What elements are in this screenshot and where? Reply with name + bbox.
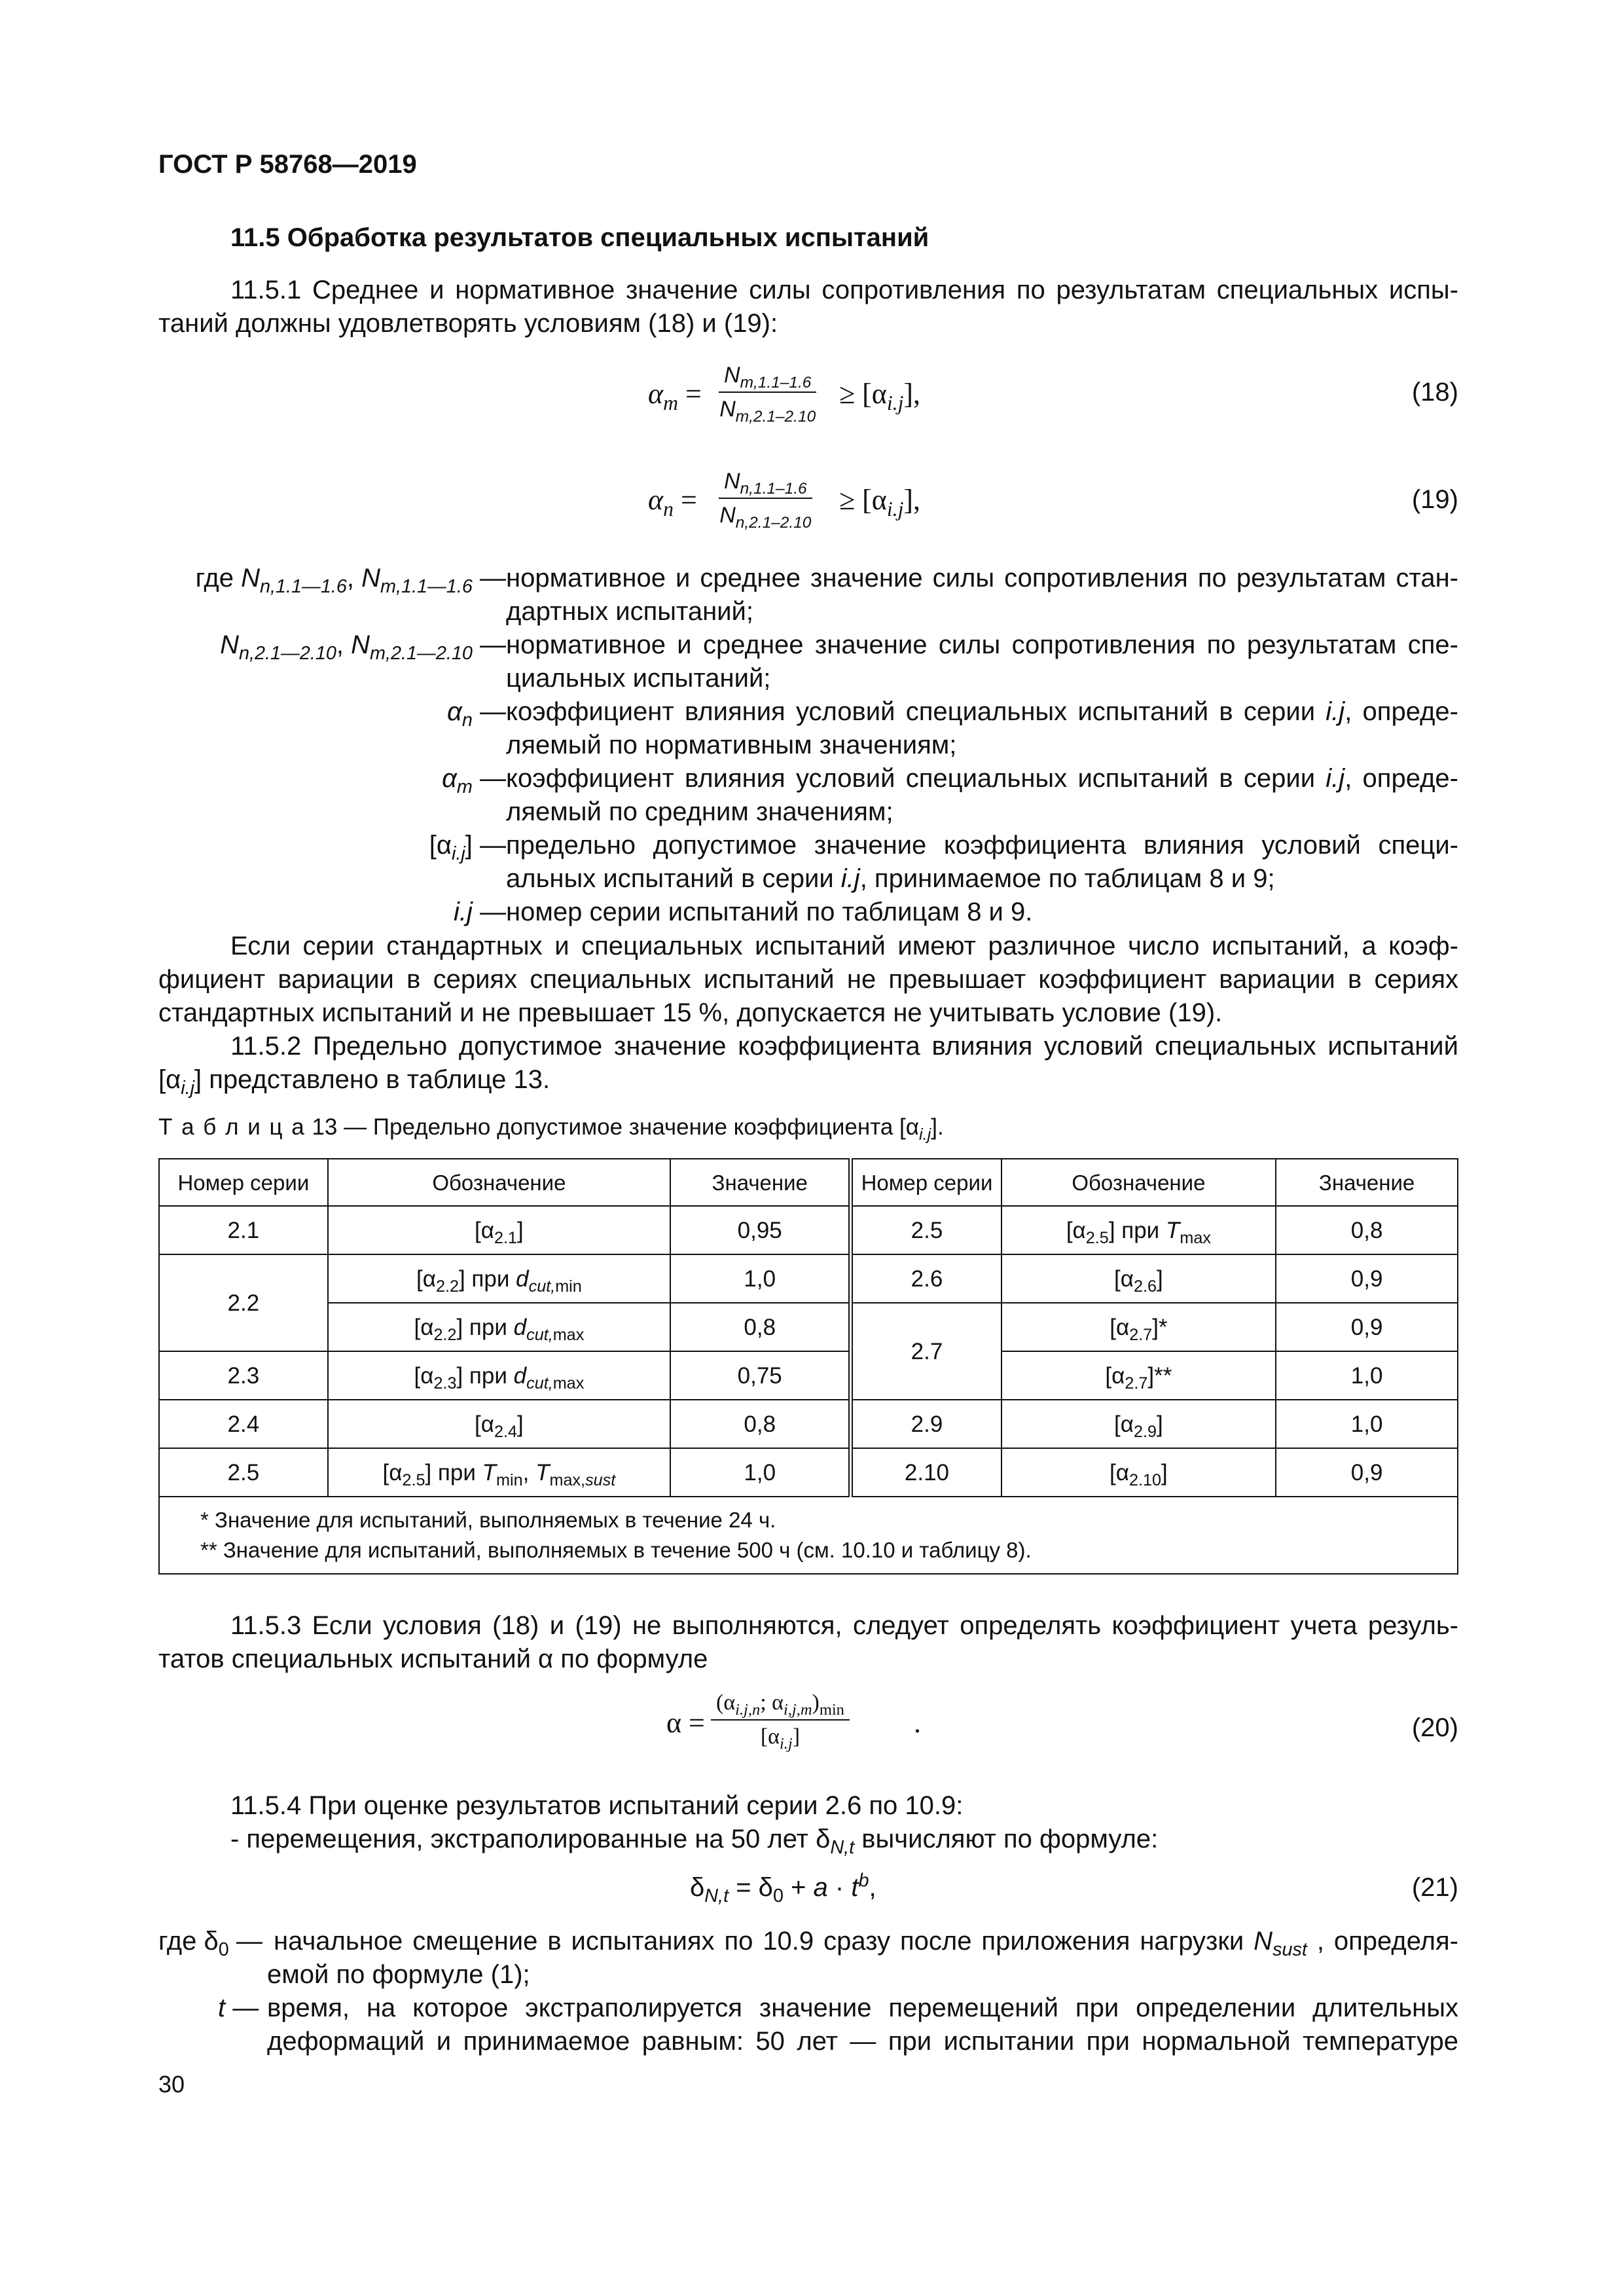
formula-20-tail: . [914, 1707, 921, 1739]
value-cell: 0,9 [1276, 1254, 1458, 1303]
value-cell: 1,0 [670, 1254, 851, 1303]
def2-body-1: начальное смещение в испытаниях по 10.9 сразу после приложения нагрузки $N_{sust}$ , определя- [274, 1927, 1458, 1961]
series-cell: 2.5 [159, 1448, 328, 1497]
table-row [159, 1351, 1458, 1400]
value-cell: 0,8 [1276, 1206, 1458, 1254]
def-term-2: $N_{n,2.1—2.10}$, $N_{m,2.1—2.10}$ — [220, 630, 506, 665]
table-header-cell: Обозначение [1001, 1159, 1276, 1206]
designation-cell: $[\alpha_{2.2}]$ при $d_{cut,max}$ [328, 1303, 670, 1351]
table-row [159, 1254, 1458, 1303]
paragraph-11-5-2-line1: 11.5.2 Предельно допустимое значение коэффициента влияния условий специальных испытаний [230, 1032, 1458, 1061]
designation-cell: $[\alpha_{2.3}]$ при $d_{cut,max}$ [328, 1351, 670, 1400]
formula-20-numerator: ($\alpha_{i.j,n}$; $\alpha_{i,j,m})_{min}$ [711, 1686, 850, 1721]
designation-cell: $[\alpha_{2.7}]*$ [1001, 1303, 1276, 1351]
table-row [159, 1448, 1458, 1497]
formula-18 [648, 359, 1015, 431]
paragraph-11-5-1-line1: 11.5.1 Среднее и нормативное значение силы сопротивления по результатам специальных испы- [230, 276, 1458, 304]
paragraph-11-5-4-line1: 11.5.4 При оценке результатов испытаний серии 2.6 по 10.9: [230, 1791, 964, 1820]
def2-term-2: t — [218, 1994, 259, 2022]
def-body-4: коэффициент влияния условий специальных испытаний в серии i.j, опреде- ляемый по средним значениям; [506, 764, 1458, 826]
designation-cell: $[\alpha_{2.5}]$ при $T_{max}$ [1001, 1206, 1276, 1254]
section-title: 11.5 Обработка результатов специальных испытаний [230, 223, 929, 252]
def2-term-1: где $\delta_0$ — [158, 1927, 262, 1961]
designation-cell: $[\alpha_{2.9}]$ [1001, 1400, 1276, 1448]
formula-18-number: (18) [1411, 378, 1458, 407]
table-header-row [159, 1159, 1458, 1206]
series-cell: 2.7 [851, 1303, 1001, 1400]
def-body-1: нормативное и среднее значение силы сопротивления по результатам стан- дартных испытаний; [506, 564, 1458, 626]
designation-cell: $[\alpha_{2.7}]**$ [1001, 1351, 1276, 1400]
value-cell: 1,0 [670, 1448, 851, 1497]
formula-18-fraction [719, 359, 816, 426]
def-body-2: нормативное и среднее значение силы сопротивления по результатам спе- циальных испытаний; [506, 630, 1458, 693]
table-row [159, 1400, 1458, 1448]
table-header-cell: Значение [670, 1159, 851, 1206]
formula-21: $\delta_{N,t} = \delta_0 + a \cdot t^b$, [690, 1870, 876, 1907]
def-term-4: $\alpha_m$ — [442, 764, 506, 798]
paragraph-11-5-3-line2: татов специальных испытаний α по формуле [158, 1645, 708, 1673]
page-number: 30 [158, 2071, 185, 2098]
formula-18-rhs: ≥ $[\alpha_{i.j}]$, [839, 378, 921, 415]
value-cell: 1,0 [1276, 1400, 1458, 1448]
designation-cell: $[\alpha_{2.1}]$ [328, 1206, 670, 1254]
value-cell: 0,95 [670, 1206, 851, 1254]
designation-cell: $[\alpha_{2.10}]$ [1001, 1448, 1276, 1497]
paragraph-if-line1: Если серии стандартных и специальных испытаний имеют различное число испытаний, а коэф- [230, 932, 1458, 960]
formula-19 [648, 465, 1015, 537]
def-body-3: коэффициент влияния условий специальных испытаний в серии i.j, опреде- ляемый по нормативным значениям; [506, 697, 1458, 759]
formula-20-fraction [711, 1686, 850, 1753]
formula-19-numerator: $N_{n,1.1-1.6}$ [719, 465, 812, 499]
formula-21-number: (21) [1411, 1873, 1458, 1902]
table-header-cell: Значение [1276, 1159, 1458, 1206]
formula-19-rhs: ≥ $[\alpha_{i.j}]$, [839, 484, 921, 521]
def-body-6: номер серии испытаний по таблицам 8 и 9. [506, 898, 1033, 926]
series-cell: 2.3 [159, 1351, 328, 1400]
designation-cell: $[\alpha_{2.6}]$ [1001, 1254, 1276, 1303]
def-term-3: $\alpha_n$ — [447, 697, 506, 731]
def2-body-1-line2: емой по формуле (1); [267, 1960, 530, 1989]
table-note-1: * Значение для испытаний, выполняемых в течение 24 ч. [200, 1508, 776, 1532]
formula-18-denominator: $N_{m,2.1-2.10}$ [719, 397, 816, 426]
designation-cell: $[\alpha_{2.4}]$ [328, 1400, 670, 1448]
series-cell: 2.10 [851, 1448, 1001, 1497]
def2-body-2-line2: деформаций и принимаемое равным: 50 лет — при испытании при нормальной температуре [267, 2027, 1458, 2056]
formula-19-lhs: $\alpha_n$ = [648, 484, 697, 521]
table-header-cell: Номер серии [851, 1159, 1001, 1206]
paragraph-if-line3: стандартных испытаний и не превышает 15 %, допускается не учитывать условие (19). [158, 998, 1223, 1027]
def-body-5: предельно допустимое значение коэффициента влияния условий специ- альных испытаний в серии i.j, принимаемое по таблицам 8 и 9; [506, 831, 1458, 893]
table-header-cell: Обозначение [328, 1159, 670, 1206]
value-cell: 1,0 [1276, 1351, 1458, 1400]
designation-cell: $[\alpha_{2.2}]$ при $d_{cut,min}$ [328, 1254, 670, 1303]
designation-cell: $[\alpha_{2.5}]$ при $T_{min}$, $T_{max,sust}$ [328, 1448, 670, 1497]
formula-20-number: (20) [1411, 1713, 1458, 1742]
value-cell: 0,9 [1276, 1448, 1458, 1497]
paragraph-11-5-1-line2: таний должны удовлетворять условиям (18) и (19): [158, 309, 778, 338]
formula-19-fraction [719, 465, 812, 532]
series-cell: 2.4 [159, 1400, 328, 1448]
paragraph-11-5-2-line2: $[\alpha_{i.j}]$ представлено в таблице 13. [158, 1065, 550, 1099]
formula-19-denominator: $N_{n,2.1-2.10}$ [719, 503, 812, 532]
def-term-5: $[\alpha_{i.j}]$ — [429, 831, 506, 865]
value-cell: 0,75 [670, 1351, 851, 1400]
def2-body-2: время, на которое экстраполируется значение перемещений при определении длительных [267, 1994, 1458, 2022]
table-row [159, 1303, 1458, 1351]
formula-18-lhs: $\alpha_m$ = [648, 378, 702, 415]
formula-20-lhs: α = [666, 1707, 705, 1739]
table-notes-row [159, 1497, 1458, 1574]
table-13 [158, 1158, 1458, 1575]
formula-20-denominator: $[\alpha_{i.j}]$ [760, 1724, 801, 1753]
series-cell: 2.6 [851, 1254, 1001, 1303]
series-cell: 2.5 [851, 1206, 1001, 1254]
formula-19-number: (19) [1411, 485, 1458, 514]
series-cell: 2.1 [159, 1206, 328, 1254]
value-cell: 0,9 [1276, 1303, 1458, 1351]
table-header-cell: Номер серии [159, 1159, 328, 1206]
table-notes [159, 1497, 1458, 1574]
series-cell: 2.2 [159, 1254, 328, 1351]
document-code: ГОСТ Р 58768—2019 [158, 150, 417, 179]
value-cell: 0,8 [670, 1303, 851, 1351]
paragraph-if-line2: фициент вариации в сериях специальных испытаний не превышает коэффициент вариации в сериях [158, 965, 1458, 994]
formula-20 [666, 1686, 981, 1758]
table-note-2: ** Значение для испытаний, выполняемых в течение 500 ч (см. 10.10 и таблицу 8). [200, 1538, 1032, 1562]
def-term-1: где $N_{n,1.1—1.6}$, $N_{m,1.1—1.6}$ — [195, 564, 506, 598]
paragraph-11-5-4-line2: - перемещения, экстраполированные на 50 лет $\delta_{N,t}$ вычисляют по формуле: [230, 1825, 1159, 1859]
table-caption: Т а б л и ц а 13 — Предельно допустимое значение коэффициента $[\alpha_{i.j}]$. [158, 1114, 944, 1144]
value-cell: 0,8 [670, 1400, 851, 1448]
series-cell: 2.9 [851, 1400, 1001, 1448]
table-row [159, 1206, 1458, 1254]
def-term-6: i.j — [453, 898, 506, 926]
formula-18-numerator: $N_{m,1.1-1.6}$ [719, 359, 816, 393]
paragraph-11-5-3-line1: 11.5.3 Если условия (18) и (19) не выполняются, следует определять коэффициент учета резуль- [230, 1611, 1458, 1640]
